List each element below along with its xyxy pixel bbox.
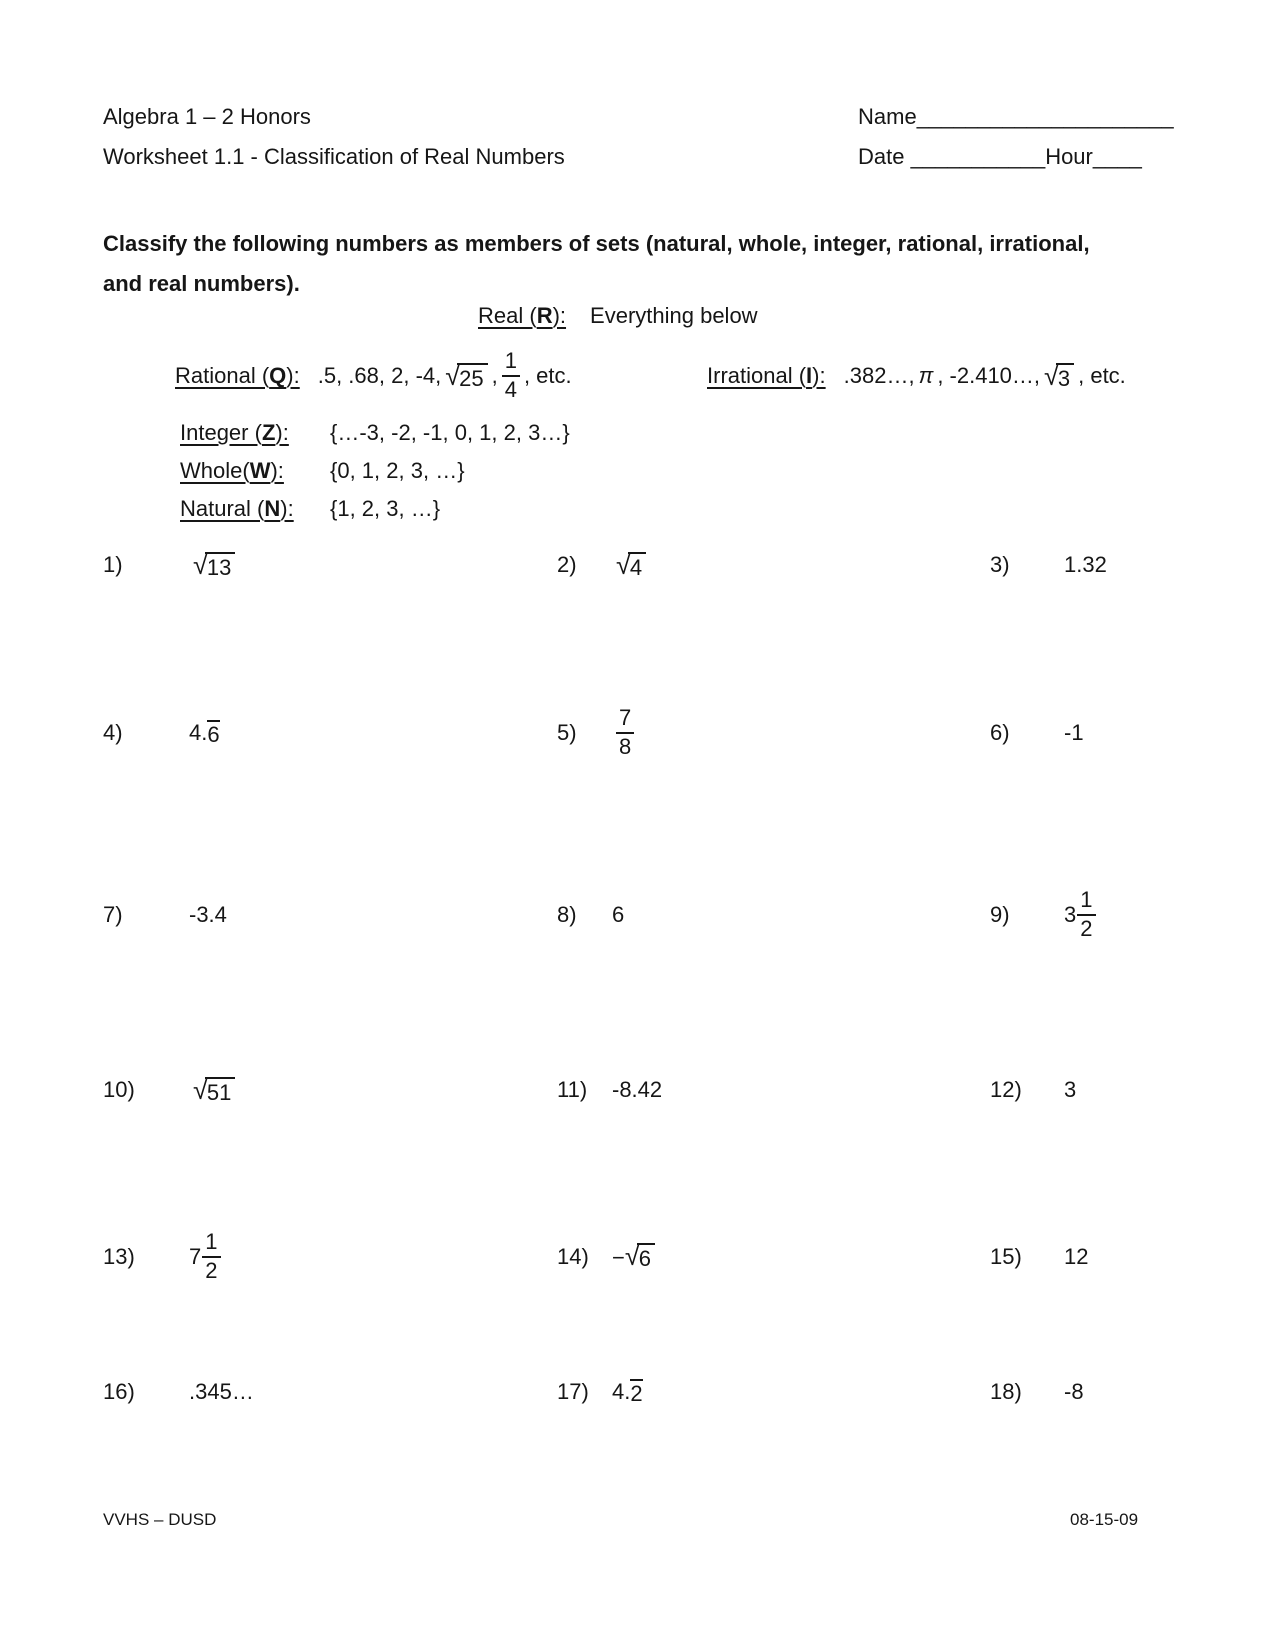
rational-items-pre: .5, .68, 2, -4, — [317, 363, 442, 388]
irrational-letter: I — [806, 363, 813, 388]
sqrt-expression — [1044, 360, 1074, 391]
problem-value: .345… — [189, 1379, 254, 1404]
problem-value: 1.32 — [1064, 552, 1107, 577]
course-title: Algebra 1 – 2 Honors — [103, 104, 311, 129]
problem-value: -1 — [1064, 720, 1084, 745]
sqrt-expression — [625, 1243, 655, 1270]
problem-8 — [557, 882, 624, 948]
problem-number: 8) — [557, 902, 577, 927]
problem-value — [193, 1074, 235, 1105]
problem-value — [612, 1243, 659, 1271]
real-label-post: ): — [552, 303, 567, 328]
problem-number: 17) — [557, 1379, 589, 1404]
date-blank: ___________ — [910, 144, 1046, 169]
worksheet-title: Worksheet 1.1 - Classification of Real Numbers — [103, 144, 565, 169]
problem-18 — [990, 1359, 1084, 1425]
problem-number: 10) — [103, 1077, 135, 1102]
natural-label-pre: Natural ( — [180, 496, 265, 521]
problem-5 — [557, 700, 638, 766]
natural-set-values: {1, 2, 3, …} — [330, 496, 441, 521]
whole-letter: W — [249, 458, 271, 483]
rational-set-line — [175, 344, 572, 408]
whole-label-pre: Whole( — [180, 458, 250, 483]
problem-number: 15) — [990, 1244, 1022, 1269]
problem-7 — [103, 882, 227, 948]
problem-value — [1064, 888, 1096, 941]
hour-blank: ____ — [1092, 144, 1142, 169]
rational-letter: Q — [269, 363, 287, 388]
problem-number: 2) — [557, 552, 577, 577]
repeating-decimal-before: 4. — [189, 720, 208, 745]
sqrt-icon: √ — [193, 549, 208, 580]
sqrt-icon: √ — [193, 1074, 208, 1105]
real-letter: R — [536, 303, 553, 328]
sqrt-radicand: 3 — [1056, 363, 1074, 390]
name-label: Name — [858, 104, 917, 129]
footer-school: VVHS – DUSD — [103, 1510, 217, 1529]
sqrt-radicand: 51 — [205, 1077, 235, 1104]
real-label-pre: Real ( — [478, 303, 537, 328]
fraction-denominator: 2 — [205, 1258, 218, 1283]
sqrt-expression — [445, 360, 487, 391]
problem-value: -8.42 — [612, 1077, 663, 1102]
rational-items-post: , etc. — [523, 363, 572, 388]
problem-number: 14) — [557, 1244, 589, 1269]
problem-number: 12) — [990, 1077, 1022, 1102]
problem-number: 5) — [557, 720, 577, 745]
sqrt-radicand: 4 — [628, 552, 646, 579]
problem-value — [616, 549, 646, 580]
integer-set-line — [180, 420, 570, 446]
problem-value: 3 — [1064, 1077, 1077, 1102]
integer-label-pre: Integer ( — [180, 420, 262, 445]
problem-6 — [990, 700, 1084, 766]
mixed-whole: 3 — [1064, 902, 1077, 927]
sqrt-icon: √ — [616, 549, 631, 580]
irrational-set-line — [707, 344, 1126, 408]
whole-set-line — [180, 458, 465, 484]
fraction-denominator: 4 — [504, 377, 517, 402]
problem-12 — [990, 1057, 1076, 1123]
problem-number: 11) — [557, 1077, 588, 1102]
whole-label-post: ): — [270, 458, 284, 483]
fraction-denominator: 2 — [1080, 916, 1093, 941]
irrational-items-post: , etc. — [1078, 363, 1126, 388]
whole-set-label — [180, 458, 330, 484]
irrational-items-pre: .382…, — [843, 363, 915, 388]
fraction — [202, 1230, 220, 1283]
rational-label-post: ): — [286, 363, 300, 388]
irrational-items-mid: , -2.410…, — [937, 363, 1041, 388]
problem-value — [189, 720, 220, 746]
problem-10 — [103, 1057, 239, 1123]
fraction — [1077, 888, 1095, 941]
instructions-line1: Classify the following numbers as members of sets (natural, whole, integer, rational, irrational, — [103, 231, 1090, 256]
problem-9 — [990, 882, 1096, 948]
rational-set-label — [175, 363, 300, 389]
rational-label-pre: Rational ( — [175, 363, 270, 388]
problem-13 — [103, 1224, 221, 1290]
date-label: Date — [858, 144, 911, 169]
natural-label-post: ): — [280, 496, 294, 521]
problem-15 — [990, 1224, 1088, 1290]
sqrt-icon: √ — [624, 1241, 640, 1271]
natural-letter: N — [264, 496, 281, 521]
problem-number: 3) — [990, 552, 1010, 577]
problem-number: 1) — [103, 552, 123, 577]
natural-set-line — [180, 496, 440, 522]
problem-number: 9) — [990, 902, 1010, 927]
sqrt-radicand: 6 — [637, 1243, 655, 1270]
sqrt-icon: √ — [445, 360, 461, 391]
pi-symbol: π — [918, 363, 934, 388]
irrational-label-post: ): — [812, 363, 826, 388]
problem-number: 16) — [103, 1379, 135, 1404]
problem-value: -8 — [1064, 1379, 1084, 1404]
problem-2 — [557, 532, 650, 598]
problem-1 — [103, 532, 239, 598]
irrational-set-label — [707, 363, 826, 389]
problem-value — [193, 549, 235, 580]
integer-label-post: ): — [275, 420, 289, 445]
problem-4 — [103, 700, 220, 766]
real-set-desc: Everything below — [590, 303, 758, 328]
integer-set-values: {…-3, -2, -1, 0, 1, 2, 3…} — [330, 420, 570, 445]
whole-set-values: {0, 1, 2, 3, …} — [330, 458, 465, 483]
repeating-decimal-before: 4. — [612, 1379, 631, 1404]
problem-number: 13) — [103, 1244, 135, 1269]
fraction — [502, 349, 520, 402]
problem-value: -3.4 — [189, 902, 227, 927]
sqrt-icon: √ — [1044, 360, 1059, 391]
problem-number: 7) — [103, 902, 123, 927]
repeating-decimal-bar: 6 — [207, 722, 220, 747]
instructions-line2: and real numbers). — [103, 271, 300, 296]
hour-label: Hour — [1045, 144, 1093, 169]
problem-3 — [990, 532, 1107, 598]
rational-sep: , — [491, 363, 498, 388]
repeating-decimal-bar: 2 — [630, 1381, 643, 1406]
footer-date: 08-15-09 — [1070, 1510, 1139, 1529]
minus-sign: − — [612, 1245, 625, 1270]
integer-set-label — [180, 420, 330, 446]
problem-value — [612, 1379, 643, 1405]
problem-value — [616, 706, 634, 759]
problem-11 — [557, 1057, 662, 1123]
problem-number: 4) — [103, 720, 123, 745]
fraction-denominator: 8 — [619, 734, 632, 759]
irrational-label-pre: Irrational ( — [707, 363, 807, 388]
problem-14 — [557, 1224, 659, 1290]
problem-number: 6) — [990, 720, 1010, 745]
mixed-whole: 7 — [189, 1244, 202, 1269]
date-row — [858, 144, 1142, 170]
sqrt-radicand: 25 — [457, 363, 487, 390]
problem-number: 18) — [990, 1379, 1022, 1404]
fraction-numerator: 1 — [202, 1230, 220, 1258]
name-row — [858, 104, 1174, 130]
real-set-line — [478, 303, 758, 329]
problem-value — [189, 1230, 221, 1283]
sqrt-radicand: 13 — [205, 552, 235, 579]
problem-value: 6 — [612, 902, 625, 927]
integer-letter: Z — [261, 420, 276, 445]
natural-set-label — [180, 496, 330, 522]
real-set-label — [478, 303, 566, 328]
problem-value: 12 — [1064, 1244, 1089, 1269]
problem-16 — [103, 1359, 254, 1425]
problem-17 — [557, 1359, 643, 1425]
name-blank: _____________________ — [916, 104, 1174, 129]
fraction-numerator: 7 — [616, 706, 634, 734]
fraction-numerator: 1 — [1077, 888, 1095, 916]
instructions — [103, 224, 1090, 304]
fraction-numerator: 1 — [502, 349, 520, 377]
